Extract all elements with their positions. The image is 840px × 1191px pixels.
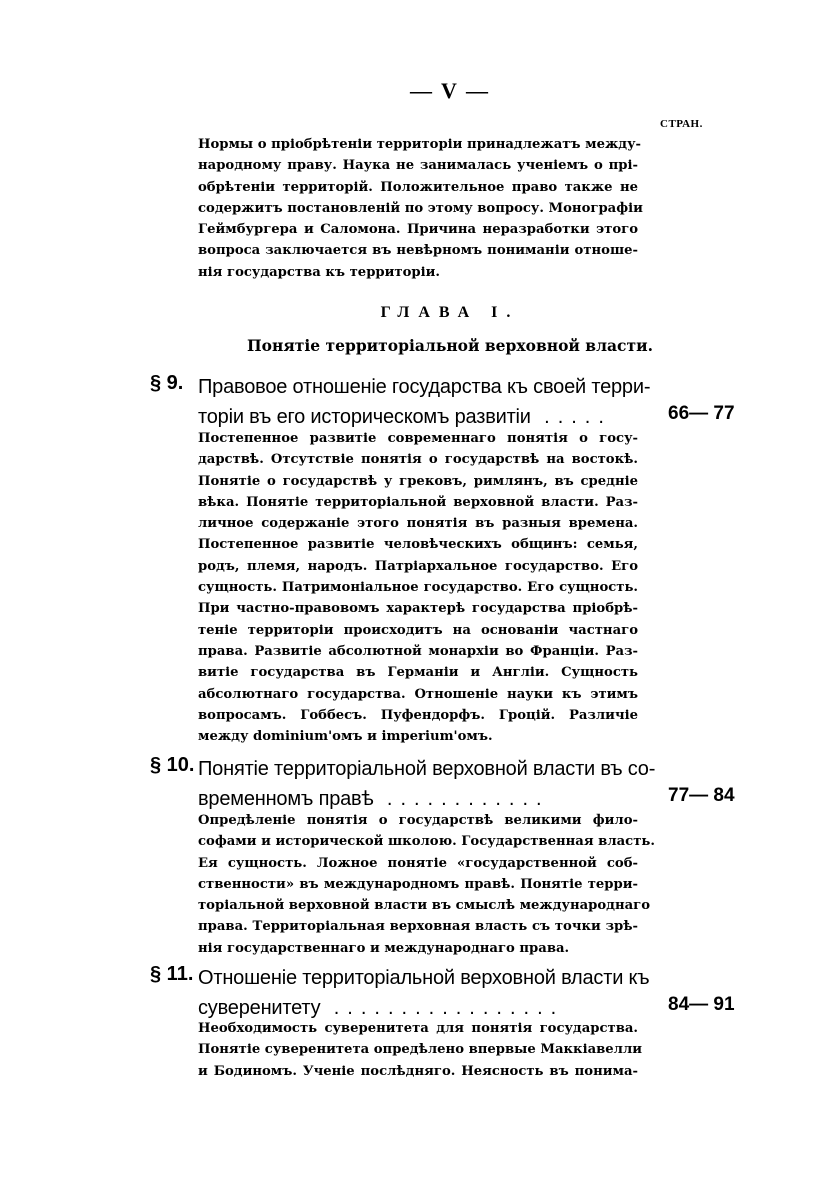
description-line: витіе государства въ Германіи и Англіи. Сущность [198, 665, 638, 681]
intro-line: народному праву. Наука не занималась ученіемъ о прі- [198, 158, 638, 174]
section-number: § 9. [150, 372, 184, 394]
description-line: ственности» въ международномъ правѣ. Понятіе терри- [198, 876, 638, 892]
section-pages: 84— 91 [668, 994, 735, 1015]
section-title-text: торіи въ его историческомъ развитіи [198, 406, 531, 428]
intro-line: обрѣтеніи территорій. Положительное право также не [198, 179, 638, 195]
section-title-text: суверенитету [198, 997, 321, 1019]
description-line: права. Развитіе абсолютной монархіи во Франціи. Раз- [198, 643, 638, 659]
dot-leader: ................. [333, 997, 565, 1019]
section-title [198, 963, 650, 1023]
intro-line: вопроса заключается въ невѣрномъ пониманіи отноше- [198, 243, 638, 259]
description-line: между dominium'омъ и imperium'омъ. [198, 729, 493, 745]
description-line: вопросамъ. Гоббесъ. Пуфендорфъ. Гроцій. Различіе [198, 707, 638, 723]
description-line: торіальной верховной власти въ смыслѣ международнаго [198, 898, 651, 914]
section-title-text: временномъ правѣ [198, 788, 374, 810]
section-9-description [198, 428, 638, 747]
description-line: права. Территоріальная верховная власть съ точки зрѣ- [198, 919, 638, 935]
description-line: Необходимость суверенитета для понятія государства. [198, 1021, 638, 1036]
section-title [198, 754, 656, 814]
description-line: абсолютнаго государства. Отношеніе науки къ этимъ [198, 686, 638, 702]
description-line: родъ, племя, народъ. Патріархальное государство. Его [198, 558, 638, 574]
description-line: Понятіе о государствѣ у грековъ, римлянъ, въ средніе [198, 473, 638, 489]
description-line: личное содержаніе этого понятія въ разныя времена. [198, 516, 638, 532]
dot-leader: ............ [386, 788, 550, 810]
description-line: Постепенное развитіе человѣческихъ общинъ: семья, [198, 537, 638, 553]
intro-line: нія государства къ территоріи. [198, 264, 440, 280]
intro-line: Нормы о пріобрѣтеніи территоріи принадлежатъ между- [198, 137, 641, 152]
description-line: и Бодиномъ. Ученіе послѣдняго. Неясность въ понима- [198, 1063, 638, 1079]
description-line: софами и исторической школою. Государственная власть. [198, 834, 655, 850]
dot-leader: ..... [544, 406, 612, 428]
intro-paragraph [198, 134, 643, 283]
description-line: Постепенное развитіе современнаго понятія о госу- [198, 431, 638, 446]
page-number: — V — [409, 78, 491, 103]
description-line: нія государственнаго и международнаго права. [198, 940, 570, 956]
section-title-line: Отношеніе территоріальной верховной власти къ [198, 967, 650, 989]
description-line: сущность. Патримоніальное государство. Его сущность. [198, 580, 638, 596]
section-number: § 11. [150, 963, 194, 985]
section-title-line: Правовое отношеніе государства къ своей терри- [198, 376, 651, 398]
description-line: При частно-правовомъ характерѣ государства пріобрѣ- [198, 601, 638, 617]
section-title-line: Понятіе территоріальной верховной власти въ со- [198, 758, 656, 780]
section-number: § 10. [150, 754, 195, 776]
description-line: Опредѣленіе понятія о государствѣ великими фило- [198, 813, 638, 828]
section-title [198, 372, 651, 432]
chapter-title: Понятіе территоріальной верховной власти. [247, 336, 653, 355]
intro-line: содержитъ постановленій по этому вопросу. Монографіи [198, 200, 643, 216]
section-10-description [198, 810, 655, 959]
section-pages: 77— 84 [668, 785, 735, 806]
section-pages: 66— 77 [668, 403, 735, 424]
description-line: Ея сущность. Ложное понятіе «государственной соб- [198, 855, 638, 871]
pages-column-label: СТРАН. [660, 118, 703, 130]
description-line: Понятіе суверенитета опредѣлено впервые Маккіавелли [198, 1042, 643, 1058]
intro-line: Геймбургера и Саломона. Причина неразработки этого [198, 222, 638, 238]
description-line: теніе территоріи происходитъ на основаніи частнаго [198, 622, 638, 638]
chapter-heading: ГЛАВА I. [380, 304, 520, 321]
section-11-description [198, 1018, 643, 1082]
description-line: вѣка. Понятіе территоріальной верховной власти. Раз- [198, 494, 638, 510]
description-line: дарствѣ. Отсутствіе понятія о государствѣ на востокѣ. [198, 452, 638, 468]
